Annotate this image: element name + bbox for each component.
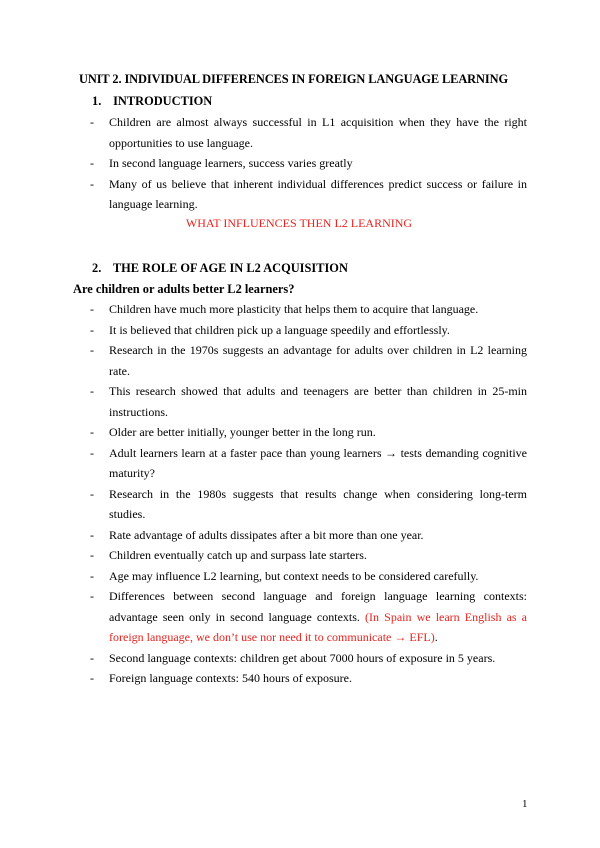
section-1-heading — [92, 94, 212, 109]
page-number: 1 — [522, 798, 528, 810]
unit-title: UNIT 2. INDIVIDUAL DIFFERENCES IN FOREIGN LANGUAGE LEARNING — [79, 72, 508, 86]
list-item: - Children have much more plasticity that helps them to acquire that language. — [90, 299, 527, 320]
contexts-red-note: (In Spain we learn English as a foreign language, we don’t use nor need it to communicate → EFL) — [109, 609, 528, 644]
section-1-title: INTRODUCTION — [113, 94, 213, 108]
list-item: - It is believed that children pick up a language speedily and effortlessly. — [90, 320, 527, 341]
list-item: - Adult learners learn at a faster pace than young learners → tests demanding cognitive maturity? — [90, 443, 527, 484]
list-item: - Children eventually catch up and surpass late starters. — [90, 545, 527, 566]
list-item: - Research in the 1980s suggests that results change when considering long-term studies. — [90, 484, 527, 525]
list-item: - Age may influence L2 learning, but context needs to be considered carefully. — [90, 566, 527, 587]
section-2-bullets — [90, 299, 527, 689]
list-item: - In second language learners, success varies greatly — [90, 153, 527, 174]
list-item: - This research showed that adults and teenagers are better than children in 25-min instructions. — [90, 381, 527, 422]
highlight-question — [0, 216, 600, 231]
list-item: - Rate advantage of adults dissipates after a bit more than one year. — [90, 525, 527, 546]
section-1-bullets — [90, 112, 527, 215]
section-1-number: 1. — [92, 94, 102, 108]
list-item: - Many of us believe that inherent individual differences predict success or failure in language learning. — [90, 174, 527, 215]
section-2-number: 2. — [92, 261, 102, 275]
highlight-text: WHAT INFLUENCES THEN L2 LEARNING — [185, 216, 413, 230]
contexts-period: . — [434, 630, 438, 644]
list-item: - Children are almost always successful in L1 acquisition when they have the right opportunities to use language. — [90, 112, 527, 153]
list-item: - Research in the 1970s suggests an advantage for adults over children in L2 learning rate. — [90, 340, 527, 381]
list-item: - Second language contexts: children get about 7000 hours of exposure in 5 years. — [90, 648, 527, 669]
list-item-contexts — [90, 586, 527, 648]
list-item: - Older are better initially, younger better in the long run. — [90, 422, 527, 443]
section-2-title: THE ROLE OF AGE IN L2 ACQUISITION — [112, 261, 348, 275]
section-2-heading — [92, 261, 348, 276]
contexts-text: Differences between second language and foreign language learning contexts: advantage seen only in second language contexts. — [109, 589, 527, 624]
section-2-question: Are children or adults better L2 learners? — [73, 282, 295, 296]
list-item: - Foreign language contexts: 540 hours of exposure. — [90, 668, 527, 689]
